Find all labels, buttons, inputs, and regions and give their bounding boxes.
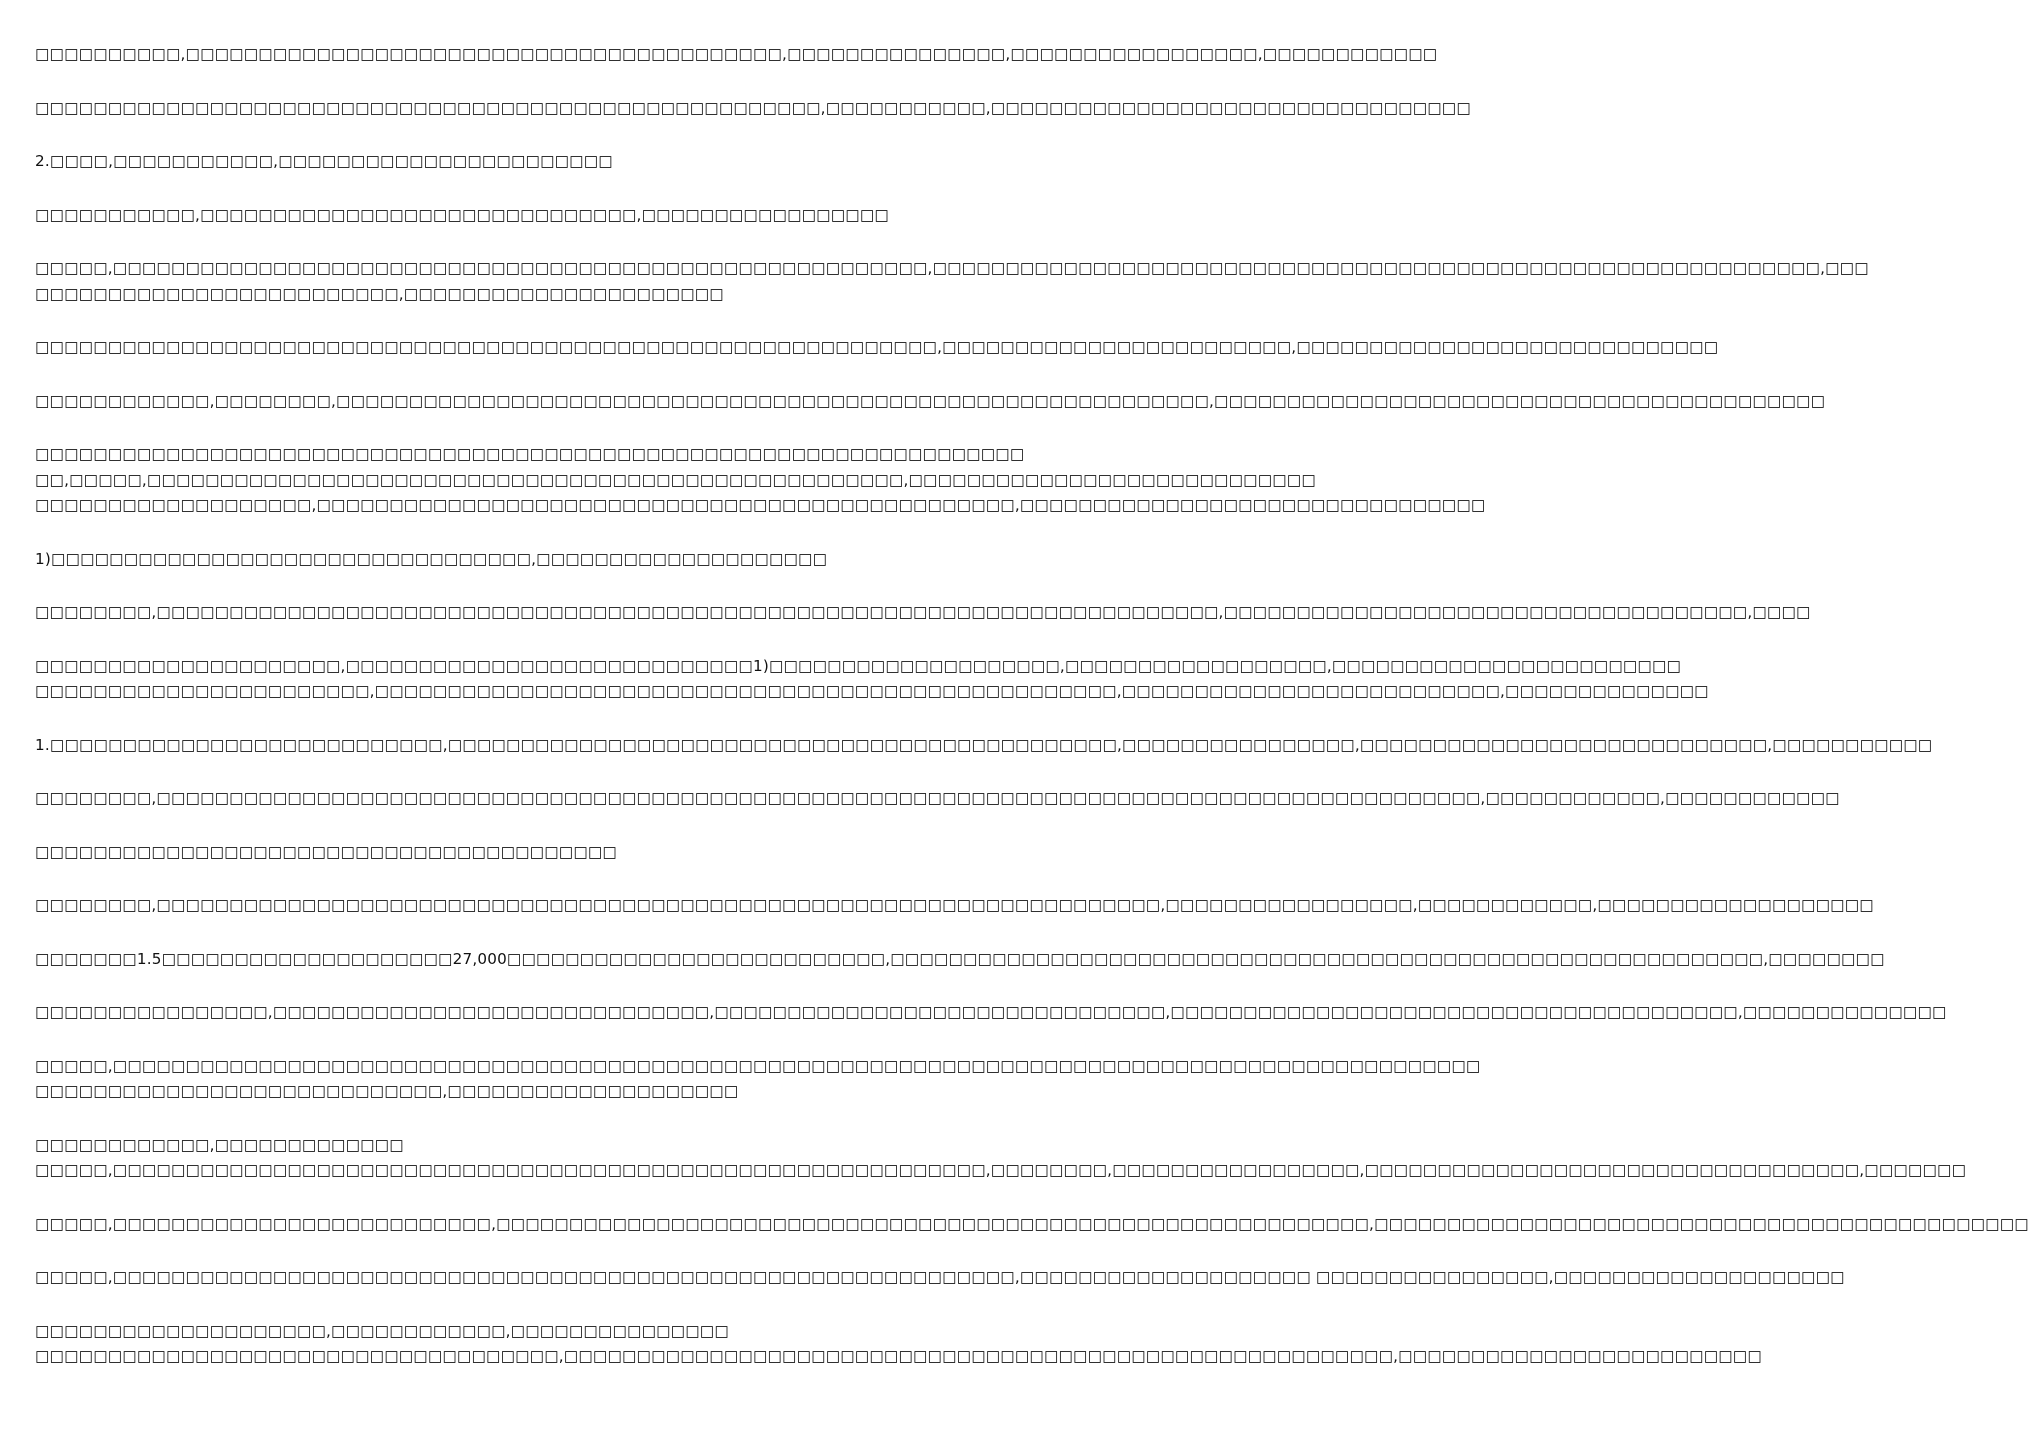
text-line: □□□□□,□□□□□□□□□□□□□□□□□□□□□□□□□□□□□□□□□□□□□□□□□□□□□□□□□□□□□□□□,□□□□□□□□□□□□□□□□□□□□□□□□□□□□□□□□□□□□□□□□□□□□□□□□□□□□□□□□□□□□□,□□□ [35, 259, 1869, 277]
paragraph [35, 96, 1471, 122]
text-line: □□□□□□□□□□□□,□□□□□□□□,□□□□□□□□□□□□□□□□□□□□□□□□□□□□□□□□□□□□□□□□□□□□□□□□□□□□□□□□□□□□,□□□□□□□□□□□□□□□□□□□□□□□□□□□□□□□□□□□□□□□□□□ [35, 391, 1826, 410]
text-line: □□□□□□□□□□□□□□□□,□□□□□□□□□□□□□□□□□□□□□□□□□□□□□□,□□□□□□□□□□□□□□□□□□□□□□□□□□□□□□□,□□□□□□□□□□□□□□□□□□□□□□□□□□□□□□□□□□□□□□□,□□□□□□□□□□□□□□ [35, 1003, 1947, 1021]
paragraph [35, 389, 1826, 415]
text-line: □□□□□□□□□□□□□□□□□□□□□□□□□□□□□□□□□□□□,□□□□□□□□□□□□□□□□□□□□□□□□□□□□□□□□□□□□□□□□□□□□□□□□□□□□□□□□□,□□□□□□□□□□□□□□□□□□□□□□□□□ [35, 1347, 1762, 1365]
text-line: □□□□□□□□□□□□□□□□□□□□□□□□□□□□□□□□□□□□□□□□□□□□□□□□□□□□□□,□□□□□□□□□□□,□□□□□□□□□□□□□□□□□□□□□□□□□□□□□□□□□ [35, 98, 1471, 117]
paragraph [35, 256, 1869, 307]
text-line: 2.□□□□,□□□□□□□□□□□,□□□□□□□□□□□□□□□□□□□□□□□ [35, 152, 613, 170]
text-line: □□,□□□□□,□□□□□□□□□□□□□□□□□□□□□□□□□□□□□□□□□□□□□□□□□□□□□□□□□□□□,□□□□□□□□□□□□□□□□□□□□□□□□□□□□ [35, 470, 1316, 489]
text-line: □□□□□,□□□□□□□□□□□□□□□□□□□□□□□□□□□□□□□□□□□□□□□□□□□□□□□□□□□□□□□□□□□□,□□□□□□□□,□□□□□□□□□□□□□□□□□,□□□□□□□□□□□□□□□□□□□□□□□□□□□□□□□□□□,□□□□□□□ [35, 1161, 1967, 1179]
text-line: □□□□□□□□□□□□□□□□□□□□□□□□□□□□,□□□□□□□□□□□□□□□□□□□□ [35, 1082, 739, 1100]
text-line: □□□□□□□□,□□□□□□□□□□□□□□□□□□□□□□□□□□□□□□□□□□□□□□□□□□□□□□□□□□□□□□□□□□□□□□□□□□□□□□□□□□□□□□□□□□□□□□□□□□□,□□□□□□□□□□□□,□□□□□□□□□□□□ [35, 789, 1840, 807]
paragraph [35, 1319, 1762, 1370]
section-heading [35, 149, 989, 175]
text-line: □□□□□□□□□□,□□□□□□□□□□□□□□□□□□□□□□□□□□□□□□□□□□□□□□□□□,□□□□□□□□□□□□□□□,□□□□□□□□□□□□□□□□□,□□□□□□□□□□□□ [35, 45, 1438, 63]
text-line: □□□□□□□□□□□□□□□□□□□□□□□□□,□□□□□□□□□□□□□□□□□□□□□□ [35, 284, 724, 303]
text-line: □□□□□□□□,□□□□□□□□□□□□□□□□□□□□□□□□□□□□□□□□□□□□□□□□□□□□□□□□□□□□□□□□□□□□□□□□□□□□□,□□□□□□□□□□□□□□□□□,□□□□□□□□□□□□,□□□□□□□□□□□□□□□□□□□ [35, 896, 1874, 914]
paragraph [35, 1265, 1845, 1291]
text-line: □□□□□□□□□□□□□□□□□□□□□□□□□□□□□□□□□□□□□□□□ [35, 842, 617, 861]
paragraph [35, 42, 1438, 68]
list-item [35, 547, 989, 573]
list-item [35, 733, 1933, 759]
document-body [35, 42, 2029, 1437]
text-line: □□□□□□□□,□□□□□□□□□□□□□□□□□□□□□□□□□□□□□□□□□□□□□□□□□□□□□□□□□□□□□□□□□□□□□□□□□□□□□□□□□,□□□□□□□□□□□□□□□□□□□□□□□□□□□□□□□□□□□□,□□□□ [35, 603, 1811, 621]
text-line: □□□□□□□□□□□□□□□□□□□□□□□□□□□□□□□□□□□□□□□□□□□□□□□□□□□□□□□□□□□□□□□□□□□□ [35, 445, 1025, 463]
text-line: □□□□□□□□□□□□□□□□□□□□,□□□□□□□□□□□□,□□□□□□□□□□□□□□□ [35, 1321, 729, 1340]
text-line: □□□□□,□□□□□□□□□□□□□□□□□□□□□□□□□□□□□□□□□□□□□□□□□□□□□□□□□□□□□□□□□□□□□□,□□□□□□□□□□□□□□□□□□□□ □□□□□□□□□□□□□□□□,□□□□□□□□□□□□□□□□□□□□ [35, 1268, 1845, 1286]
paragraph [35, 442, 1486, 519]
text-line: □□□□□□□□□□□□,□□□□□□□□□□□□□ [35, 1135, 404, 1154]
text-line: 1.□□□□□□□□□□□□□□□□□□□□□□□□□□□,□□□□□□□□□□□□□□□□□□□□□□□□□□□□□□□□□□□□□□□□□□□□□□,□□□□□□□□□□□□□□□□,□□□□□□□□□□□□□□□□□□□□□□□□□□□□,□□□□□□□□□□□ [35, 735, 1933, 754]
paragraph [35, 1133, 1967, 1184]
text-line: □□□□□□□□□□□□□□□□□□□□□,□□□□□□□□□□□□□□□□□□□□□□□□□□□□1)□□□□□□□□□□□□□□□□□□□□,□□□□□□□□□□□□□□□□□□,□□□□□□□□□□□□□□□□□□□□□□□□ [35, 656, 1682, 675]
paragraph [35, 1000, 1947, 1026]
text-line: □□□□□,□□□□□□□□□□□□□□□□□□□□□□□□□□,□□□□□□□□□□□□□□□□□□□□□□□□□□□□□□□□□□□□□□□□□□□□□□□□□□□□□□□□□□□□,□□□□□□□□□□□□□□□□□□□□□□□□□□□□□□□□□□□□□□□□□□□□□ [35, 1214, 2029, 1233]
text-line: 1)□□□□□□□□□□□□□□□□□□□□□□□□□□□□□□□□□,□□□□□□□□□□□□□□□□□□□□ [35, 549, 828, 568]
paragraph [35, 600, 1811, 626]
paragraph [35, 840, 989, 866]
paragraph [35, 335, 1719, 361]
paragraph [35, 893, 1874, 919]
paragraph [35, 203, 989, 229]
paragraph [35, 1054, 1481, 1105]
text-line: □□□□□□□□□□□□□□□□□□□□□□□□□□□□□□□□□□□□□□□□□□□□□□□□□□□□□□□□□□□□□□,□□□□□□□□□□□□□□□□□□□□□□□□,□□□□□□□□□□□□□□□□□□□□□□□□□□□□□ [35, 338, 1719, 356]
text-line: □□□□□□□□□□□□□□□□□□□,□□□□□□□□□□□□□□□□□□□□□□□□□□□□□□□□□□□□□□□□□□□□□□□□,□□□□□□□□□□□□□□□□□□□□□□□□□□□□□□□□ [35, 496, 1486, 514]
text-line: □□□□□□□□□□□,□□□□□□□□□□□□□□□□□□□□□□□□□□□□□□,□□□□□□□□□□□□□□□□□ [35, 205, 889, 224]
text-line: □□□□□□□□□□□□□□□□□□□□□□□,□□□□□□□□□□□□□□□□□□□□□□□□□□□□□□□□□□□□□□□□□□□□□□□□□□□,□□□□□□□□□□□□□□□□□□□□□□□□□□,□□□□□□□□□□□□□□ [35, 682, 1709, 700]
paragraph [35, 1212, 2029, 1238]
paragraph [35, 947, 1885, 973]
text-line: □□□□□,□□□□□□□□□□□□□□□□□□□□□□□□□□□□□□□□□□□□□□□□□□□□□□□□□□□□□□□□□□□□□□□□□□□□□□□□□□□□□□□□□□□□□□□□□□□□□□ [35, 1056, 1481, 1075]
paragraph [35, 654, 1709, 705]
text-line: □□□□□□□1.5□□□□□□□□□□□□□□□□□□□□27,000□□□□□□□□□□□□□□□□□□□□□□□□□□,□□□□□□□□□□□□□□□□□□□□□□□□□□□□□□□□□□□□□□□□□□□□□□□□□□□□□□□□□□□□,□□□□□□□□ [35, 949, 1885, 968]
paragraph [35, 786, 1840, 812]
